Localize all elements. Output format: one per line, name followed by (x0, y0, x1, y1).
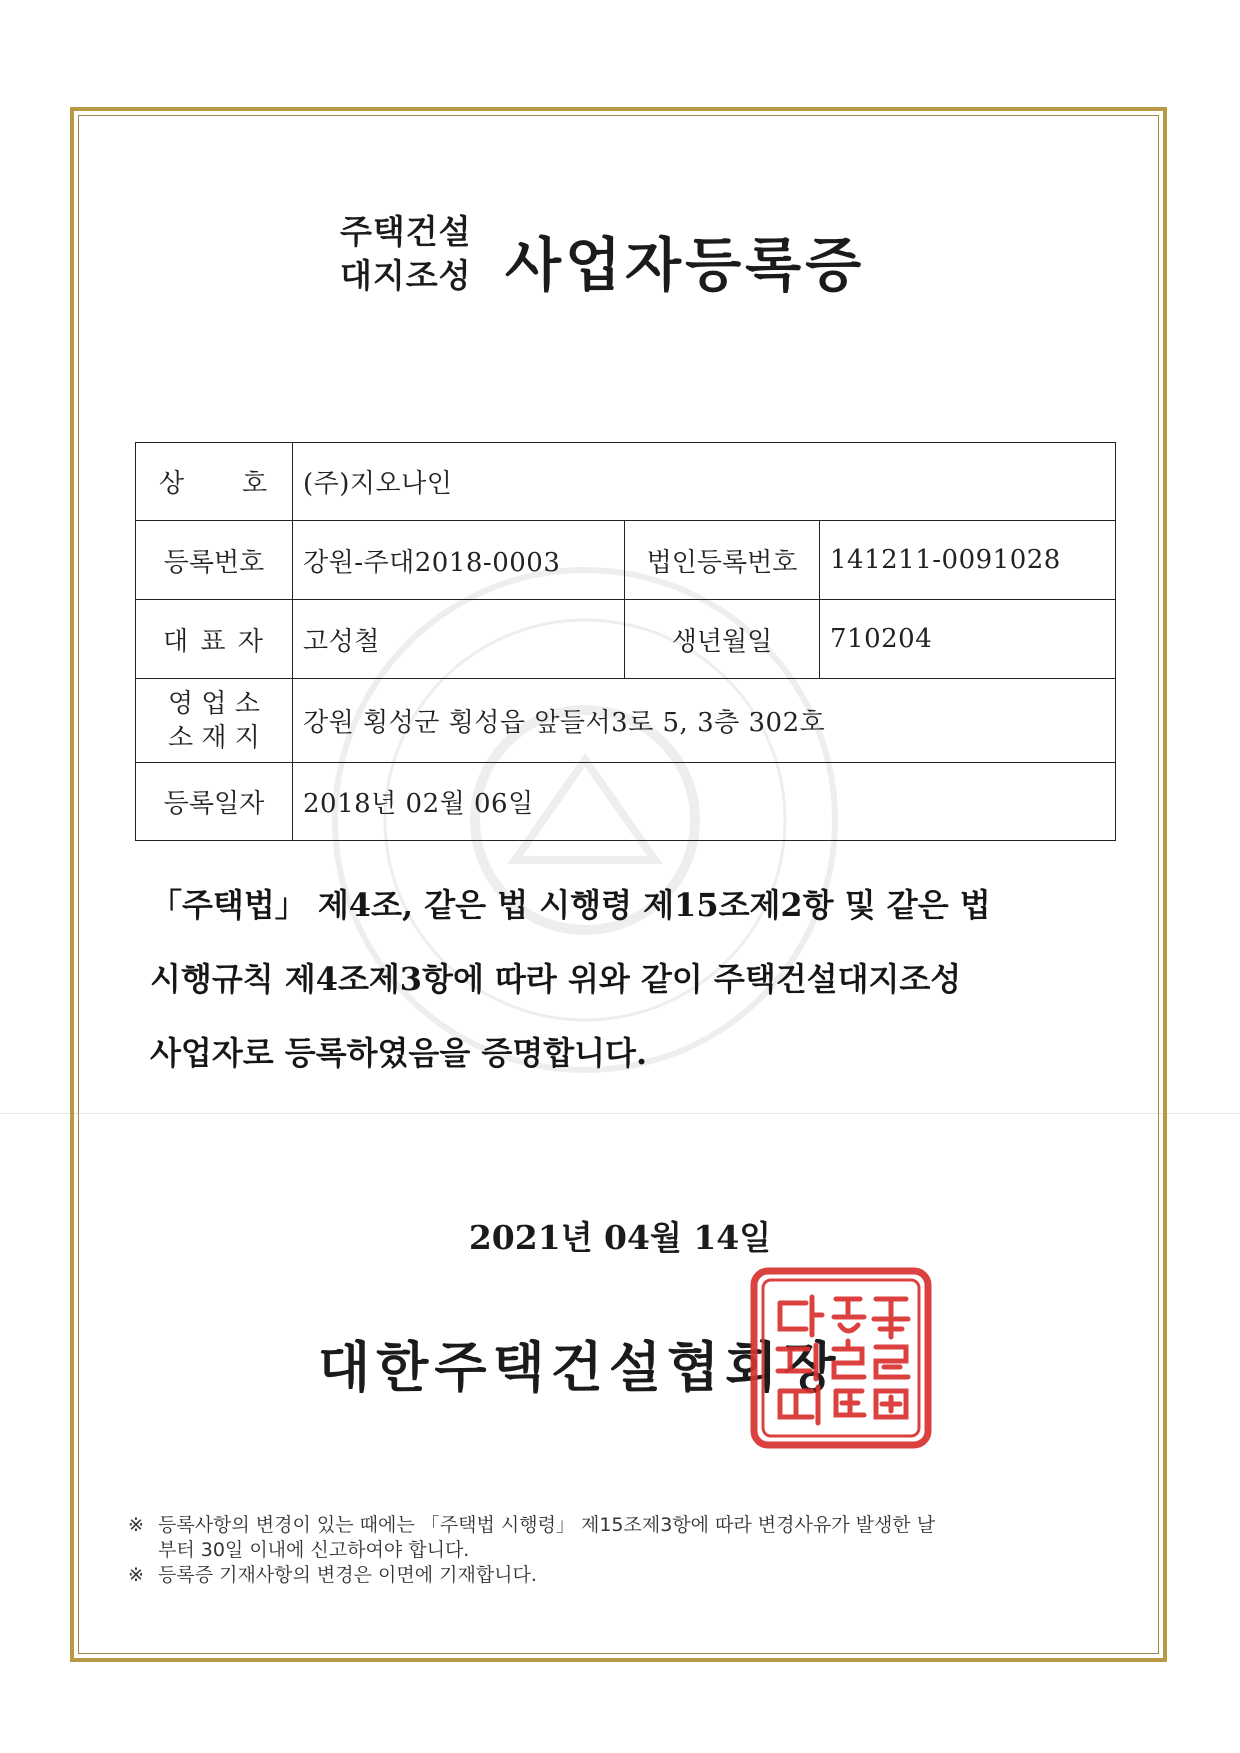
official-seal-stamp (750, 1267, 932, 1449)
notes-section (128, 1513, 1088, 1588)
note-1 (128, 1513, 1088, 1563)
business-address-label (136, 679, 293, 763)
table-row (136, 763, 1116, 841)
certification-line-2: 시행규칙 제4조제3항에 따라 위와 같이 주택건설대지조성 (150, 960, 962, 998)
registration-number-label: 등록번호 (136, 521, 293, 600)
note-2-text: 등록증 기재사항의 변경은 이면에 기재합니다. (158, 1564, 537, 1586)
business-address-value: 강원 횡성군 횡성읍 앞들서3로 5, 3층 302호 (293, 679, 1116, 763)
certification-statement (150, 868, 1100, 1090)
note-1-line-1: 등록사항의 변경이 있는 때에는 「주택법 시행령」 제15조제3항에 따라 변경사유가 발생한 날 (158, 1514, 936, 1536)
issue-date: 2021년 04월 14일 (468, 1218, 772, 1257)
note-2 (128, 1563, 1088, 1588)
table-row (136, 443, 1116, 521)
registration-number-value: 강원-주대2018-0003 (293, 521, 625, 600)
reference-mark-icon: ※ (128, 1514, 144, 1536)
representative-value: 고성철 (293, 600, 625, 679)
issuer-name: 대한주택건설협회장 (318, 1335, 842, 1399)
company-name-value: (주)지오나인 (293, 443, 1116, 521)
corporate-number-label: 법인등록번호 (625, 521, 820, 600)
corporate-number-value: 141211-0091028 (820, 521, 1116, 600)
address-label-line-1: 영 업 소 (168, 688, 260, 719)
company-name-label: 상 호 (136, 443, 293, 521)
table-row (136, 679, 1116, 763)
category-line-1: 주택건설 (340, 212, 472, 251)
certificate-category (340, 210, 490, 298)
representative-label: 대 표 자 (136, 600, 293, 679)
table-row (136, 600, 1116, 679)
note-1-line-2: 부터 30일 이내에 신고하여야 합니다. (158, 1539, 470, 1561)
certificate-title: 사업자등록증 (505, 231, 866, 299)
table-row (136, 521, 1116, 600)
certification-line-1: 「주택법」 제4조, 같은 법 시행령 제15조제2항 및 같은 법 (150, 886, 991, 924)
birth-date-label: 생년월일 (625, 600, 820, 679)
registration-info-table (135, 442, 1116, 841)
registration-date-value: 2018년 02월 06일 (293, 763, 1116, 841)
reference-mark-icon: ※ (128, 1564, 144, 1586)
certification-line-3: 사업자로 등록하였음을 증명합니다. (150, 1034, 648, 1072)
registration-date-label: 등록일자 (136, 763, 293, 841)
category-line-2: 대지조성 (340, 256, 472, 295)
address-label-line-2: 소 재 지 (168, 722, 260, 753)
birth-date-value: 710204 (820, 600, 1116, 679)
